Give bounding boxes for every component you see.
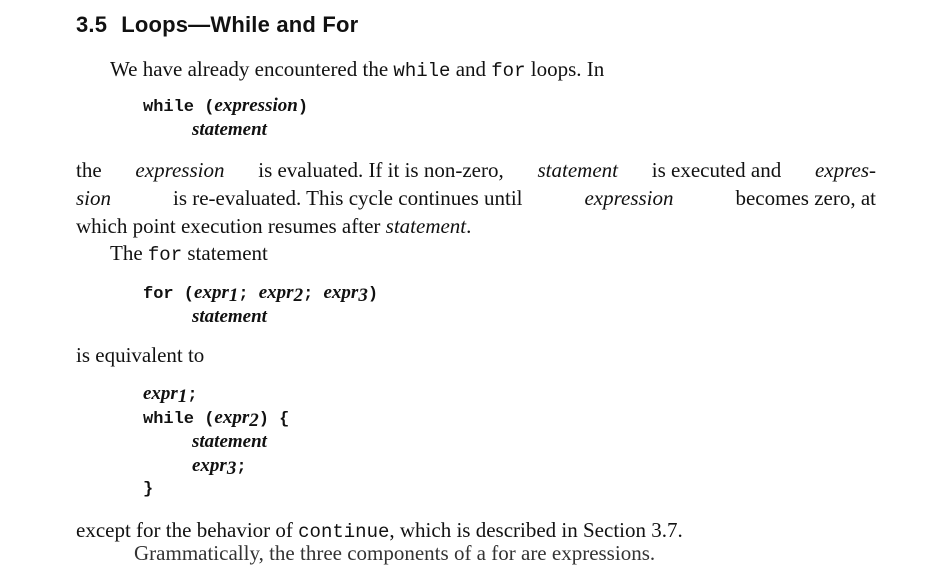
keyword-continue: continue — [298, 521, 390, 543]
code-while-keyword: while — [143, 98, 195, 117]
text: is evaluated. If it is non-zero, — [252, 158, 509, 182]
code-sep: ; — [238, 285, 259, 304]
code-expr2: expr — [258, 282, 294, 303]
italic-statement: statement — [537, 158, 618, 182]
code-brace-open: ) { — [258, 410, 290, 429]
intro-text-2: and — [450, 57, 492, 81]
cutoff-line — [134, 540, 656, 565]
text: , which is described in Section 3.7. — [389, 518, 683, 542]
keyword-for: for — [491, 60, 526, 82]
for-intro-line — [110, 240, 268, 268]
text: which point execution resumes after — [76, 214, 386, 238]
code-paren-close: ) — [367, 285, 379, 304]
section-number: 3.5 — [76, 12, 108, 37]
paragraph-row-2 — [76, 184, 876, 212]
code-semicolon: ; — [187, 386, 198, 405]
italic-expression: expression — [584, 186, 674, 210]
equiv-code-line-1 — [143, 382, 198, 408]
equivalent-line — [76, 342, 204, 368]
code-expr2: expr — [214, 407, 250, 428]
intro-line — [110, 56, 604, 84]
code-sub3: 3 — [358, 285, 368, 306]
code-paren-open: ( — [194, 98, 215, 117]
code-sub3: 3 — [226, 458, 237, 479]
equiv-code-line-4 — [192, 454, 247, 480]
section-title: Loops—While and For — [121, 12, 359, 37]
code-expr1: expr — [194, 282, 229, 303]
code-statement: statement — [192, 431, 267, 452]
italic-sion: sion — [76, 186, 112, 210]
intro-text-1: We have already encountered the — [110, 57, 394, 81]
equiv-code-line-5 — [143, 478, 153, 502]
italic-expression-hyphen: expres- — [814, 158, 876, 182]
keyword-while: while — [393, 60, 451, 82]
code-sub2: 2 — [293, 285, 304, 306]
text: statement — [182, 241, 268, 265]
code-statement: statement — [192, 306, 267, 327]
text: . — [466, 214, 472, 238]
code-expression: expression — [214, 95, 298, 116]
code-sub2: 2 — [249, 410, 259, 431]
paragraph-while-explanation — [76, 156, 876, 240]
code-paren-open: ( — [194, 410, 215, 429]
while-code-line — [143, 94, 308, 120]
code-expr3: expr — [323, 282, 359, 303]
code-expr1: expr — [143, 383, 178, 404]
code-semicolon: ; — [236, 458, 247, 477]
text: is equivalent to — [76, 343, 205, 367]
text: The — [110, 241, 148, 265]
text: Grammatically, the three components of a for are expressions. — [134, 541, 656, 565]
text: the — [76, 158, 107, 182]
keyword-for: for — [147, 244, 183, 266]
code-for-keyword: for — [143, 285, 174, 304]
code-paren-open: ( — [173, 285, 195, 304]
code-statement: statement — [192, 119, 267, 140]
code-sub1: 1 — [177, 386, 188, 407]
section-heading — [76, 12, 358, 38]
equiv-code-line-3 — [192, 430, 267, 456]
paragraph-row-3 — [76, 212, 876, 240]
code-sub1: 1 — [228, 285, 239, 306]
italic-statement: statement — [385, 214, 467, 238]
text: except for the behavior of — [76, 518, 299, 542]
text: is executed and — [646, 158, 787, 182]
code-paren-close: ) — [297, 98, 309, 117]
paragraph-row-1 — [76, 156, 876, 184]
code-sep: ; — [303, 285, 324, 304]
equiv-code-line-2 — [143, 406, 289, 432]
for-code-line — [143, 281, 378, 307]
italic-expression: expression — [135, 158, 225, 182]
intro-text-3: loops. In — [525, 57, 605, 81]
text: becomes zero, at — [730, 186, 876, 210]
code-brace-close: } — [143, 480, 154, 499]
for-statement-line — [192, 305, 267, 331]
text: is re-evaluated. This cycle continues until — [167, 186, 528, 210]
code-expr3: expr — [192, 455, 227, 476]
code-while-keyword: while — [143, 410, 195, 429]
while-statement-line — [192, 118, 267, 144]
